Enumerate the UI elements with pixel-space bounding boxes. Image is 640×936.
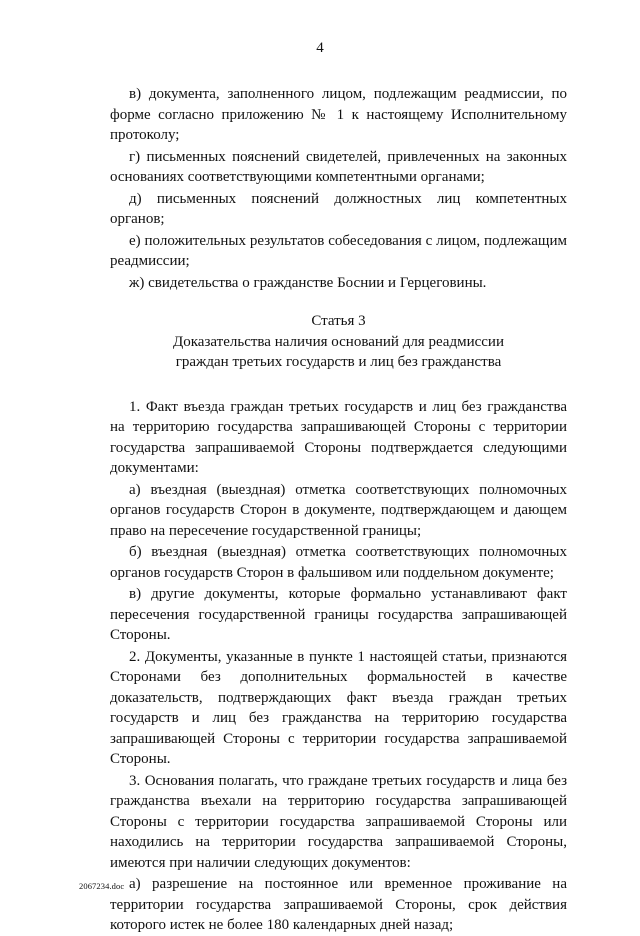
paragraph-3-item-a: а) разрешение на постоянное или временное проживание на территории государства запрашиваемой Стороны, срок действия которого истек не более 180 календарных дней назад; xyxy=(110,876,567,933)
list-item-g: г) письменных пояснений свидетелей, привлеченных на законных основаниях соответствующими компетентными органами; xyxy=(110,148,567,185)
paragraph-1: 1. Факт въезда граждан третьих государств и лиц без гражданства на территорию государства запрашивающей Стороны с территории государства запрашиваемой Стороны подтверждается следующими документами: xyxy=(110,398,567,476)
document-body xyxy=(110,84,567,936)
article-title-line-2: граждан третьих государств и лиц без гражданства xyxy=(175,354,502,370)
article-title-line-1: Доказательства наличия оснований для реадмиссии xyxy=(173,333,504,350)
list-item-v: в) документа, заполненного лицом, подлежащим реадмиссии, по форме согласно приложению № 1 к настоящему Исполнительному протоколу; xyxy=(110,86,567,143)
article-heading xyxy=(110,311,567,373)
list-item-d: д) письменных пояснений должностных лиц компетентных органов; xyxy=(110,190,567,227)
paragraph-3: 3. Основания полагать, что граждане третьих государств и лица без гражданства въехали на территорию государства запрашивающей Стороны с территории государства запрашиваемой Стороны или находились на территории государства запрашиваемой Стороны, имеются при наличии следующих документов: xyxy=(110,772,567,871)
paragraph-1-item-a: а) въездная (выездная) отметка соответствующих полномочных органов государств Сторон в документе, подтверждающем и дающем право на пересечение государственной границы; xyxy=(110,481,567,539)
paragraph-2: 2. Документы, указанные в пункте 1 настоящей статьи, признаются Сторонами без дополнительных формальностей в качестве доказательств, подтверждающих факт въезда граждан третьих государств и лиц без гражданства на территорию государства запрашивающей Стороны с территории государства запрашиваемой Стороны. xyxy=(110,648,567,767)
paragraph-1-item-v: в) другие документы, которые формально устанавливают факт пересечения государственной границы государства запрашивающей Стороны. xyxy=(110,586,567,643)
list-item-zh: ж) свидетельства о гражданстве Боснии и Герцеговины. xyxy=(129,274,487,291)
list-item-e: е) положительных результатов собеседования с лицом, подлежащим реадмиссии; xyxy=(110,232,567,269)
page-number: 4 xyxy=(316,40,324,56)
article-number: Статья 3 xyxy=(311,313,366,329)
footer-filename: 2067234.doc xyxy=(79,881,125,891)
paragraph-1-item-b: б) въездная (выездная) отметка соответствующих полномочных органов государств Сторон в фальшивом или поддельном документе; xyxy=(110,544,567,581)
